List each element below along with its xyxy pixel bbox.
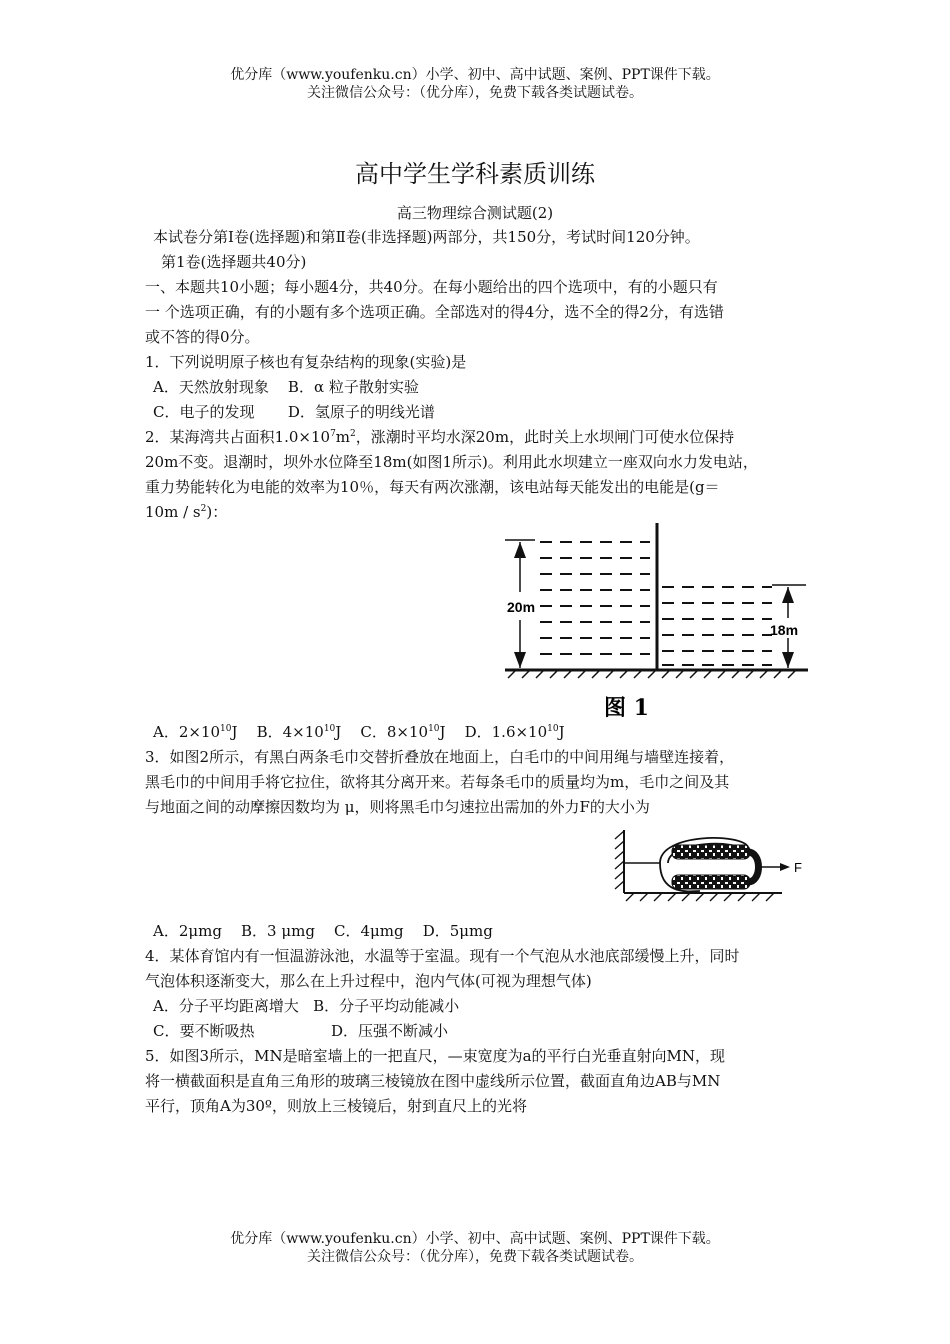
q2-option-c — [360, 723, 445, 741]
content-top — [145, 225, 815, 525]
q1-options-row-1 — [145, 375, 815, 400]
q2-option-b-exp: 10 — [323, 724, 336, 734]
instruction-line-1: 一、本题共10小题；每小题4分，共40分。在每小题给出的四个选项中，有的小题只有 — [145, 278, 718, 296]
q3-line-1: 3．如图2所示，有黑白两条毛巾交替折叠放在地面上，白毛巾的中间用绳与墙壁连接着， — [145, 748, 735, 766]
q3-option-d: D．5μmg — [422, 922, 493, 940]
q2-option-a — [153, 723, 238, 741]
page-footer — [0, 1230, 950, 1266]
q2-line-1 — [145, 425, 815, 450]
q4-option-c: C．要不断吸热 — [153, 1022, 255, 1040]
figure-1-label-18m: 18m — [770, 622, 799, 638]
q3-line-3: 与地面之间的动摩擦因数均为 μ，则将黑毛巾匀速拉出需加的外力F的大小为 — [145, 798, 650, 816]
q2-option-c-exp: 10 — [428, 724, 440, 734]
q2-line-3: 重力势能转化为电能的效率为10％，每天有两次涨潮，该电站每天能发出的电能是(g＝ — [145, 478, 720, 496]
q2-option-d — [465, 723, 565, 741]
q2-line-4-a: 10m / s — [145, 503, 201, 521]
q2-option-b-base: B．4×10 — [256, 723, 324, 741]
figure-1-dam — [500, 520, 812, 725]
q2-option-b — [257, 723, 342, 741]
q1-options-row-2 — [145, 400, 815, 425]
q2-option-a-base: A．2×10 — [153, 723, 221, 741]
q1-option-d: D．氢原子的明线光谱 — [287, 403, 435, 421]
doc-title: 高中学生学科素质训练 — [355, 160, 595, 188]
q3-option-c: C．4μmg — [334, 922, 404, 940]
instruction-line-2: 一 个选项正确，有的小题有多个选项正确。全部选对的得4分，选不全的得2分，有选错 — [145, 303, 724, 321]
q5-line-3: 平行，顶角A为30º，则放上三棱镜后，射到直尺上的光将 — [145, 1097, 527, 1115]
instruction-line-3: 或不答的得0分。 — [145, 328, 260, 346]
intro-text: 本试卷分第Ⅰ卷(选择题)和第Ⅱ卷(非选择题)两部分，共150分，考试时间120分钟。 — [153, 228, 700, 246]
q4-option-b: B．分子平均动能减小 — [313, 997, 460, 1015]
footer-line-1: 优分库（www.youfenku.cn）小学、初中、高中试题、案例、PPT课件下载。 — [230, 1231, 720, 1247]
q4-option-d: D．压强不断减小 — [331, 1022, 449, 1040]
q4-line-2: 气泡体积逐渐变大，那么在上升过程中，泡内气体(可视为理想气体) — [145, 972, 592, 990]
q3-option-b: B．3 μmg — [241, 922, 315, 940]
part-heading: 第1卷(选择题共40分) — [161, 253, 307, 271]
q2-exp-2: 2 — [350, 429, 356, 439]
q1-option-a: A．天然放射现象 — [153, 378, 269, 396]
q2-option-c-unit: J — [439, 723, 446, 741]
content-middle — [145, 720, 815, 820]
q2-option-b-unit: J — [335, 723, 342, 741]
q2-exp-3: 2 — [200, 504, 207, 514]
q2-line-4-b: )： — [206, 503, 228, 521]
q2-options — [145, 720, 815, 745]
q2-option-c-base: C．8×10 — [360, 723, 429, 741]
q2-option-a-unit: J — [231, 723, 238, 741]
figure-1-caption: 图 1 — [604, 695, 649, 721]
q5-line-1: 5．如图3所示，MN是暗室墙上的一把直尺，—束宽度为a的平行白光垂直射向MN，现 — [145, 1047, 726, 1065]
figure-1-label-20m: 20m — [507, 599, 536, 615]
q4-options-row-2 — [145, 1019, 815, 1044]
q2-line-2: 20m不变。退潮时，坝外水位降至18m(如图1所示)。利用此水坝建立一座双向水力发电站， — [145, 453, 758, 471]
footer-line-2: 关注微信公众号：（优分库），免费下载各类试题试卷。 — [307, 1249, 643, 1265]
q3-options — [145, 919, 815, 944]
q2-option-d-exp: 10 — [547, 724, 559, 734]
page-header — [0, 66, 950, 102]
q2-option-d-unit: J — [558, 723, 565, 741]
figure-2-force-label: F — [794, 860, 802, 875]
q2-exp-1: 7 — [330, 429, 336, 439]
q1-option-b: B．α 粒子散射实验 — [287, 378, 419, 396]
q2-option-d-base: D．1.6×10 — [464, 723, 548, 741]
q3-line-2: 黑毛巾的中间用手将它拉住，欲将其分离开来。若每条毛巾的质量均为m，毛巾之间及其 — [145, 773, 730, 791]
q4-option-a: A．分子平均距离增大 — [153, 997, 299, 1015]
q2-line-1-b: m — [335, 428, 351, 446]
q2-option-a-exp: 10 — [220, 724, 232, 734]
q3-option-a: A．2μmg — [153, 922, 222, 940]
header-line-1: 优分库（www.youfenku.cn）小学、初中、高中试题、案例、PPT课件下载。 — [230, 67, 720, 83]
q5-line-2: 将一横截面积是直角三角形的玻璃三棱镜放在图中虚线所示位置，截面直角边AB与MN — [145, 1072, 721, 1090]
q1-stem: 1．下列说明原子核也有复杂结构的现象(实验)是 — [145, 353, 467, 371]
q4-options-row-1 — [145, 994, 815, 1019]
q4-line-1: 4．某体育馆内有一恒温游泳池，水温等于室温。现有一个气泡从水池底部缓慢上升，同时 — [145, 947, 740, 965]
doc-subtitle: 高三物理综合测试题(2) — [396, 204, 554, 222]
header-line-2: 关注微信公众号：（优分库），免费下载各类试题试卷。 — [307, 85, 643, 101]
q1-option-c: C．电子的发现 — [153, 403, 255, 421]
q2-line-1-a: 2．某海湾共占面积1.0×10 — [145, 428, 331, 446]
content-bottom — [145, 919, 815, 1119]
figure-2-towels — [612, 825, 812, 905]
q2-line-1-c: ，涨潮时平均水深20m，此时关上水坝闸门可使水位保持 — [355, 428, 735, 446]
